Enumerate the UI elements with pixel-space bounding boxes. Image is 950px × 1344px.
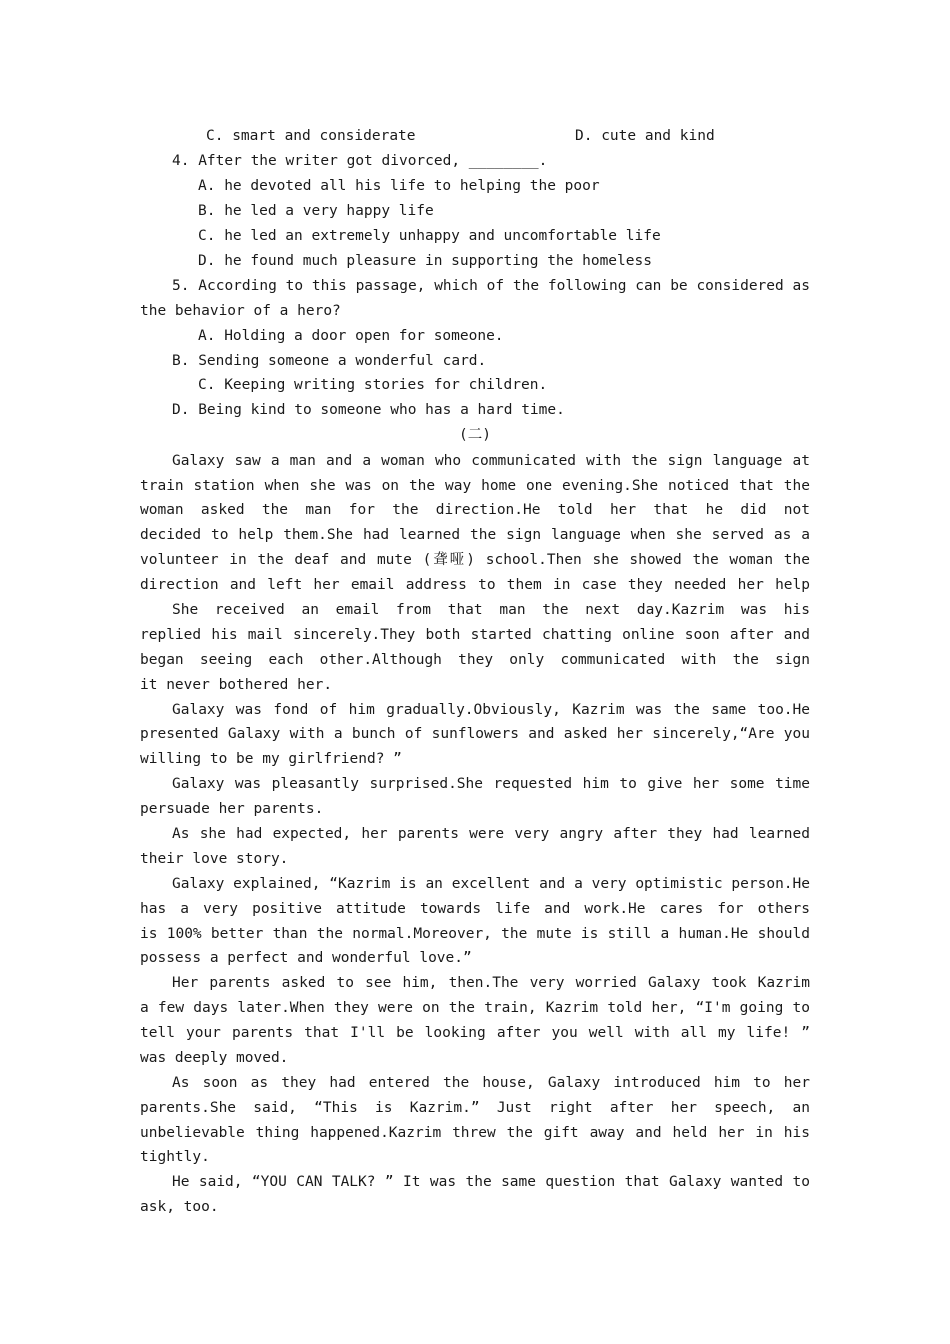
passage-line: Galaxy was fond of him gradually.Obviously, Kazrim was the same too.He [172, 702, 810, 718]
section-heading: (二) [459, 427, 491, 443]
passage-line: replied his mail sincerely.They both started chatting online soon after and [140, 627, 810, 643]
passage-line: decided to help them.She had learned the sign language when she served as a [140, 527, 810, 543]
passage-line: parents.She said, “This is Kazrim.” Just right after her speech, an [140, 1100, 810, 1116]
q4-option-d: D. he found much pleasure in supporting the homeless [198, 253, 652, 269]
q5-option-a: A. Holding a door open for someone. [198, 328, 504, 344]
q3-option-d: D. cute and kind [575, 128, 715, 144]
passage-line: possess a perfect and wonderful love.” [140, 950, 472, 966]
passage-line: Galaxy saw a man and a woman who communicated with the sign language at [172, 453, 810, 469]
q5-option-c: C. Keeping writing stories for children. [198, 377, 548, 393]
passage-line: volunteer in the deaf and mute (聋哑) school.Then she showed the woman the [140, 552, 810, 568]
q5-stem-line2: the behavior of a hero? [140, 303, 341, 319]
passage-line: Galaxy was pleasantly surprised.She requested him to give her some time [172, 776, 810, 792]
passage-line: unbelievable thing happened.Kazrim threw the gift away and held her in his [140, 1125, 810, 1141]
passage-line: He said, “YOU CAN TALK? ” It was the same question that Galaxy wanted to [172, 1174, 810, 1190]
q4-option-c: C. he led an extremely unhappy and uncomfortable life [198, 228, 661, 244]
passage-line: She received an email from that man the next day.Kazrim was his [172, 602, 810, 618]
passage-line: a few days later.When they were on the train, Kazrim told her, “I'm going to [140, 1000, 810, 1016]
passage-line: ask, too. [140, 1199, 219, 1215]
passage-line: presented Galaxy with a bunch of sunflowers and asked her sincerely,“Are you [140, 726, 810, 742]
q5-option-b: B. Sending someone a wonderful card. [172, 353, 487, 369]
q4-option-b: B. he led a very happy life [198, 203, 434, 219]
passage-line: Her parents asked to see him, then.The very worried Galaxy took Kazrim [172, 975, 810, 991]
q4-stem: 4. After the writer got divorced, ________. [172, 153, 548, 169]
passage-line: As she had expected, her parents were very angry after they had learned [172, 826, 810, 842]
passage-line: willing to be my girlfriend? ” [140, 751, 402, 767]
passage-line: their love story. [140, 851, 289, 867]
passage-line: Galaxy explained, “Kazrim is an excellent and a very optimistic person.He [172, 876, 810, 892]
passage-line: is 100% better than the normal.Moreover, the mute is still a human.He should [140, 926, 810, 942]
passage-line: tell your parents that I'll be looking after you well with all my life! ” [140, 1025, 810, 1041]
passage-line: tightly. [140, 1149, 210, 1165]
q5-option-d: D. Being kind to someone who has a hard time. [172, 402, 565, 418]
q3-options-row [140, 126, 810, 146]
passage-line: As soon as they had entered the house, Galaxy introduced him to her [172, 1075, 810, 1091]
passage-line: began seeing each other.Although they only communicated with the sign [140, 652, 810, 668]
passage-line: persuade her parents. [140, 801, 324, 817]
passage-line: train station when she was on the way home one evening.She noticed that the [140, 478, 810, 494]
q5-stem-line1: 5. According to this passage, which of the following can be considered as [172, 278, 810, 294]
q3-option-c: C. smart and considerate [206, 128, 416, 144]
q4-option-a: A. he devoted all his life to helping the poor [198, 178, 600, 194]
passage-line: was deeply moved. [140, 1050, 289, 1066]
passage-line: it never bothered her. [140, 677, 333, 693]
passage-line: woman asked the man for the direction.He told her that he did not [140, 502, 810, 518]
passage-line: has a very positive attitude towards life and work.He cares for others [140, 901, 810, 917]
passage-line: direction and left her email address to them in case they needed her help [140, 577, 810, 593]
